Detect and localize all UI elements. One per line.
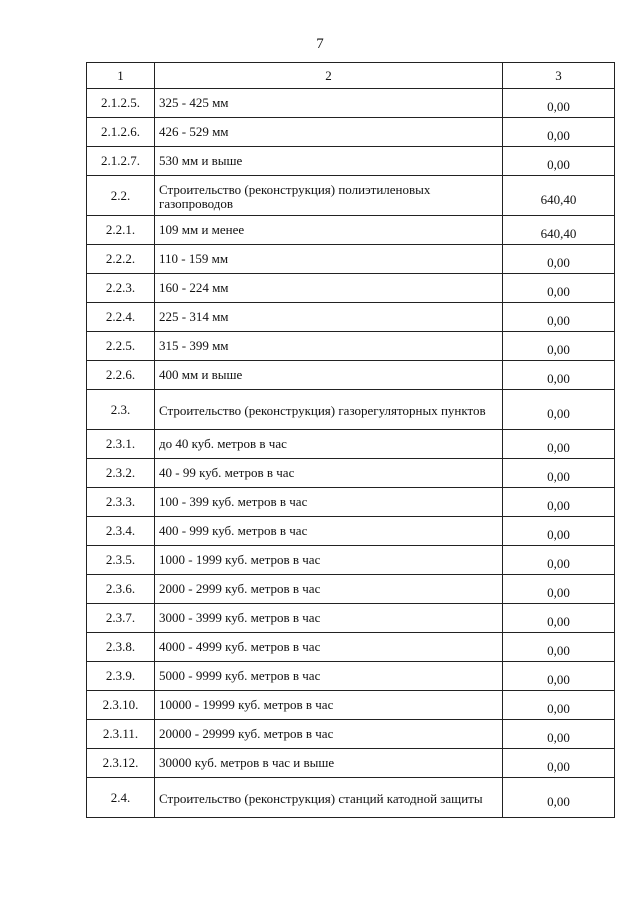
row-value-cell: 0,00 [503,691,615,720]
table-row [87,274,615,303]
row-number-cell: 2.3.5. [87,546,155,575]
row-value-cell: 0,00 [503,546,615,575]
row-number-cell: 2.2.3. [87,274,155,303]
row-value-cell: 0,00 [503,274,615,303]
row-number-cell: 2.3.10. [87,691,155,720]
row-value-cell: 0,00 [503,633,615,662]
row-value-cell: 0,00 [503,245,615,274]
row-number-cell: 2.3.2. [87,459,155,488]
row-number-cell: 2.4. [87,778,155,818]
row-name-cell: до 40 куб. метров в час [155,430,503,459]
table-row [87,245,615,274]
table-row [87,303,615,332]
table-row [87,749,615,778]
table-row [87,633,615,662]
table-row [87,720,615,749]
row-value-cell: 0,00 [503,332,615,361]
row-number-cell: 2.3.1. [87,430,155,459]
row-name-cell: 40 - 99 куб. метров в час [155,459,503,488]
row-name-cell: 10000 - 19999 куб. метров в час [155,691,503,720]
table-row [87,691,615,720]
row-number-cell: 2.1.2.6. [87,118,155,147]
table-row [87,118,615,147]
row-value-cell: 0,00 [503,118,615,147]
row-name-cell: 426 - 529 мм [155,118,503,147]
table-row [87,216,615,245]
row-name-cell: 110 - 159 мм [155,245,503,274]
row-name-cell: 5000 - 9999 куб. метров в час [155,662,503,691]
row-number-cell: 2.3. [87,390,155,430]
row-number-cell: 2.3.11. [87,720,155,749]
row-number-cell: 2.3.3. [87,488,155,517]
row-name-cell: Строительство (реконструкция) полиэтиленовых газопроводов [155,176,503,216]
table-row [87,147,615,176]
table-row [87,430,615,459]
tariff-table [86,62,615,818]
row-value-cell: 0,00 [503,749,615,778]
row-value-cell: 0,00 [503,390,615,430]
row-number-cell: 2.1.2.7. [87,147,155,176]
row-number-cell: 2.3.6. [87,575,155,604]
table-row [87,517,615,546]
row-number-cell: 2.2.5. [87,332,155,361]
table-row [87,575,615,604]
row-name-cell: 2000 - 2999 куб. метров в час [155,575,503,604]
row-value-cell: 0,00 [503,488,615,517]
row-value-cell: 0,00 [503,778,615,818]
row-name-cell: 1000 - 1999 куб. метров в час [155,546,503,575]
row-name-cell: 160 - 224 мм [155,274,503,303]
table-row [87,89,615,118]
table-body [87,63,615,818]
page-number: 7 [316,36,324,52]
row-value-cell: 640,40 [503,176,615,216]
row-number-cell: 2.3.12. [87,749,155,778]
row-number-cell: 2.3.7. [87,604,155,633]
row-name-cell: Строительство (реконструкция) газорегуляторных пунктов [155,390,503,430]
row-number-cell: 2.3.8. [87,633,155,662]
row-value-cell: 0,00 [503,430,615,459]
row-number-cell: 2.2.2. [87,245,155,274]
row-name-cell: Строительство (реконструкция) станций катодной защиты [155,778,503,818]
row-number-cell: 2.3.4. [87,517,155,546]
row-value-cell: 0,00 [503,303,615,332]
header-cell-2: 2 [155,63,503,89]
row-value-cell: 0,00 [503,662,615,691]
row-value-cell: 0,00 [503,361,615,390]
row-value-cell: 0,00 [503,575,615,604]
table-row [87,546,615,575]
row-name-cell: 315 - 399 мм [155,332,503,361]
row-name-cell: 400 - 999 куб. метров в час [155,517,503,546]
row-number-cell: 2.2.1. [87,216,155,245]
row-value-cell: 0,00 [503,89,615,118]
header-cell-3: 3 [503,63,615,89]
table-row [87,662,615,691]
row-name-cell: 20000 - 29999 куб. метров в час [155,720,503,749]
row-value-cell: 0,00 [503,147,615,176]
row-number-cell: 2.2.6. [87,361,155,390]
row-number-cell: 2.2. [87,176,155,216]
table-row [87,390,615,430]
table-row [87,361,615,390]
row-name-cell: 225 - 314 мм [155,303,503,332]
row-name-cell: 30000 куб. метров в час и выше [155,749,503,778]
row-value-cell: 640,40 [503,216,615,245]
table-row [87,176,615,216]
row-name-cell: 530 мм и выше [155,147,503,176]
row-name-cell: 109 мм и менее [155,216,503,245]
row-name-cell: 400 мм и выше [155,361,503,390]
table-header-row [87,63,615,89]
table-row [87,778,615,818]
table-row [87,459,615,488]
table-row [87,604,615,633]
row-value-cell: 0,00 [503,604,615,633]
table-row [87,488,615,517]
row-name-cell: 325 - 425 мм [155,89,503,118]
row-name-cell: 4000 - 4999 куб. метров в час [155,633,503,662]
row-value-cell: 0,00 [503,459,615,488]
header-cell-1: 1 [87,63,155,89]
table-row [87,332,615,361]
row-number-cell: 2.2.4. [87,303,155,332]
row-name-cell: 100 - 399 куб. метров в час [155,488,503,517]
row-number-cell: 2.1.2.5. [87,89,155,118]
row-name-cell: 3000 - 3999 куб. метров в час [155,604,503,633]
row-value-cell: 0,00 [503,720,615,749]
row-value-cell: 0,00 [503,517,615,546]
row-number-cell: 2.3.9. [87,662,155,691]
